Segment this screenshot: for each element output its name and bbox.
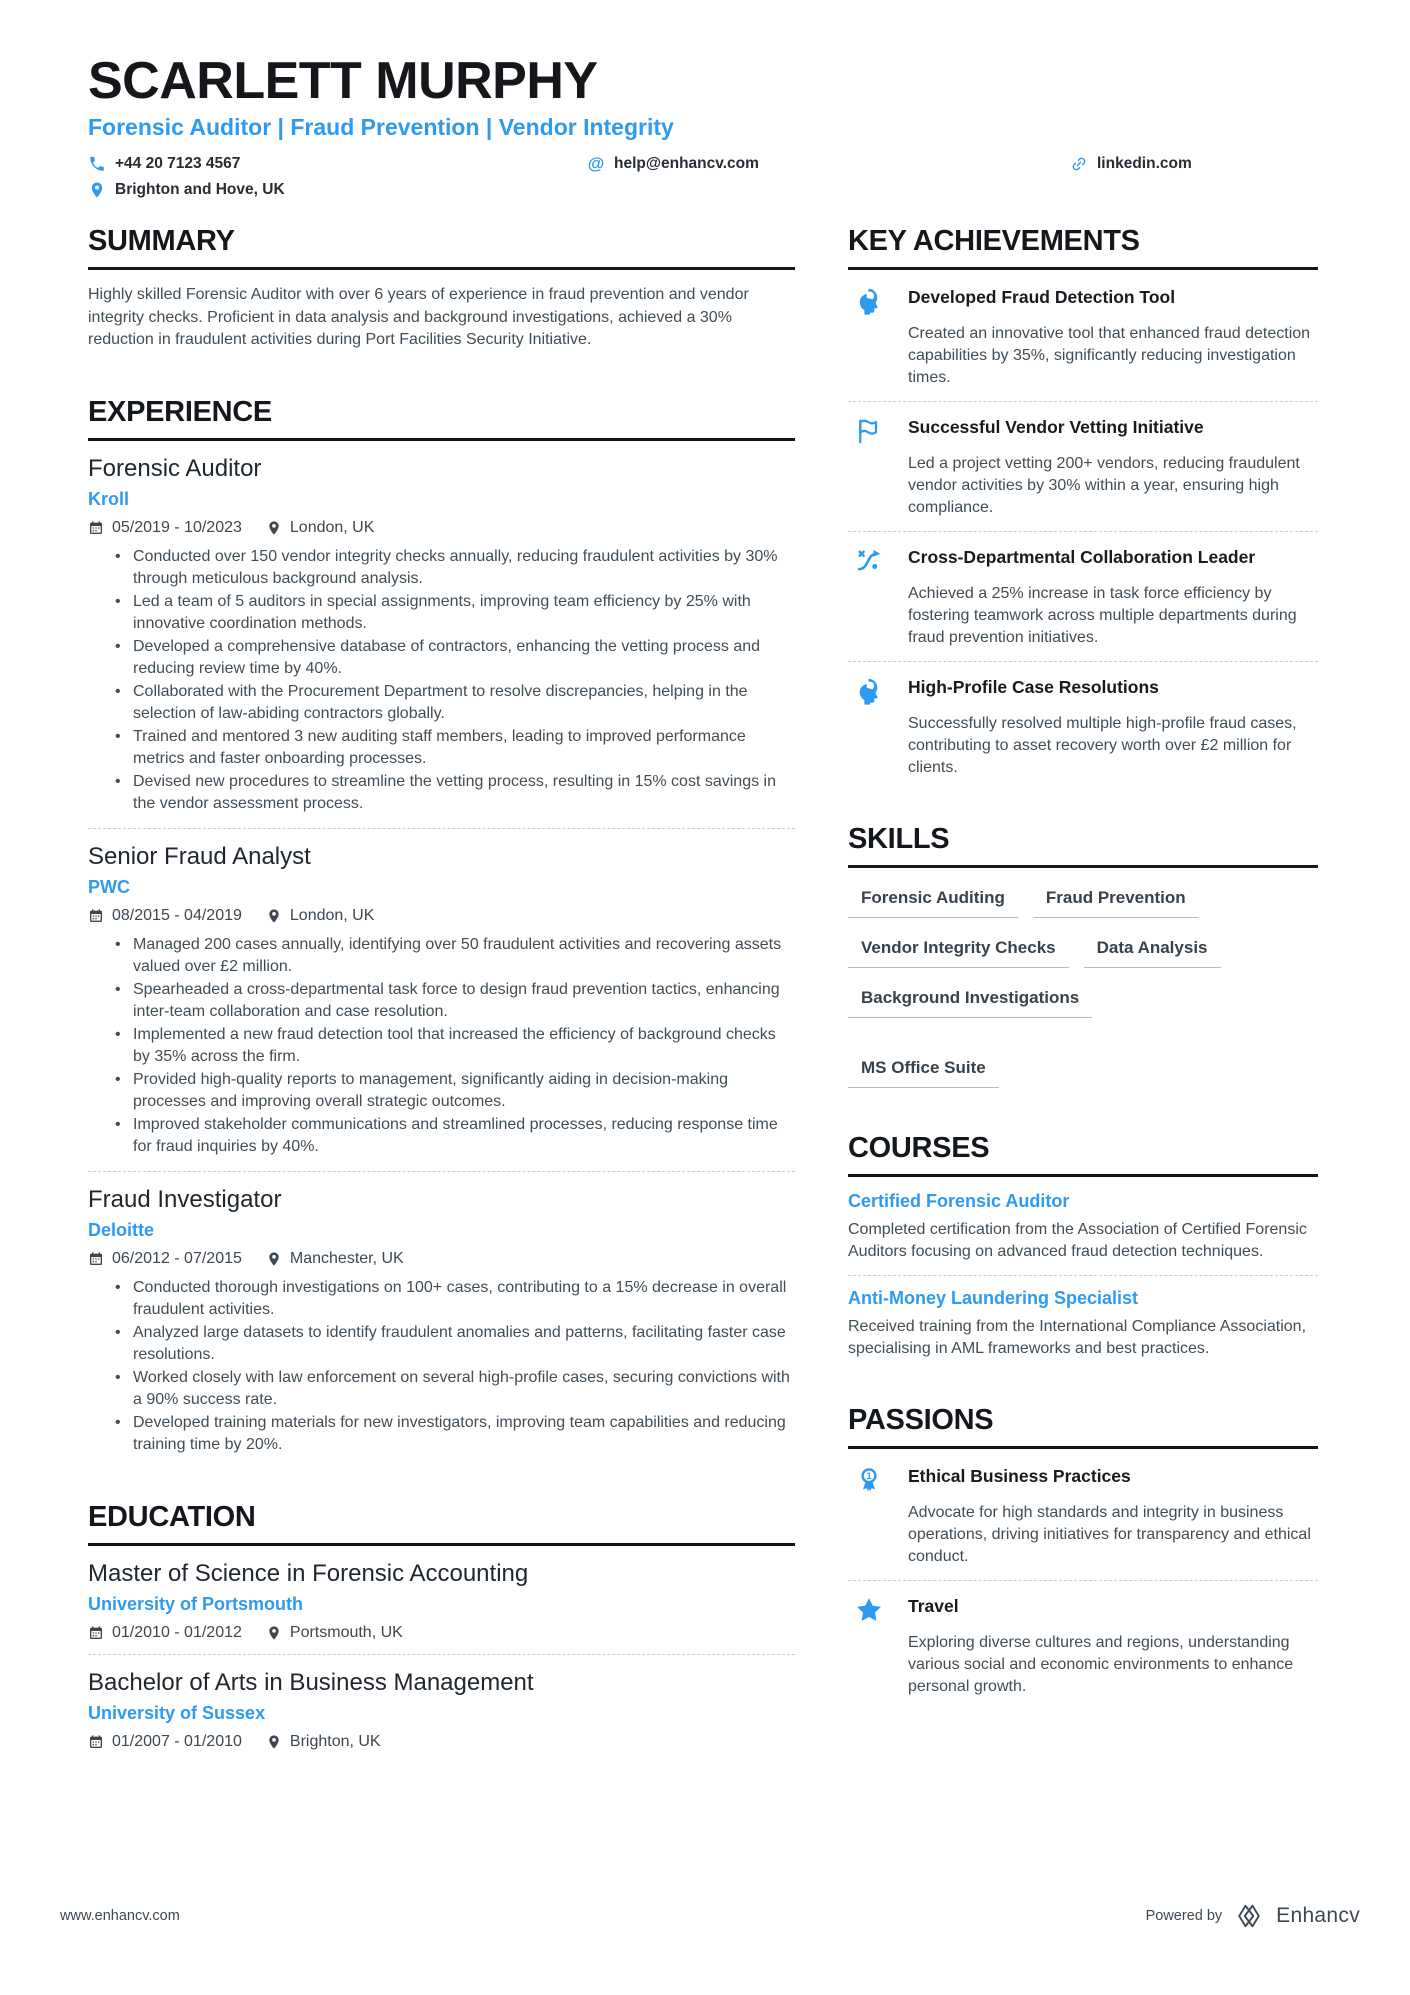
degree-location <box>266 1624 403 1642</box>
entry-divider <box>848 1275 1318 1276</box>
job-dates-text: 05/2019 - 10/2023 <box>112 518 242 536</box>
course-text: Completed certification from the Association of Certified Forensic Auditors focusing on advanced fraud detection techniques. <box>848 1221 1307 1261</box>
candidate-name: SCARLETT MURPHY <box>88 52 598 110</box>
skills-section <box>848 823 1318 1088</box>
skill-item: Background Investigations <box>848 988 1092 1018</box>
degree-dates-text: 01/2010 - 01/2012 <box>112 1623 242 1641</box>
skill-item: Fraud Prevention <box>1033 888 1199 918</box>
contact-location <box>88 181 587 199</box>
passion-item <box>848 1463 1318 1568</box>
passion-text: Advocate for high standards and integrity in business operations, driving initiatives for transparency and ethical conduct. <box>908 1504 1311 1566</box>
degree-location <box>266 1733 381 1751</box>
passion-text: Exploring diverse cultures and regions, understanding various social and economic environments to enhance personal growth. <box>908 1634 1294 1696</box>
job-dates-text: 08/2015 - 04/2019 <box>112 906 242 924</box>
job-dates <box>88 519 242 537</box>
achievement-text: Created an innovative tool that enhanced fraud detection capabilities by 35%, significantly reducing investigation times. <box>908 325 1311 387</box>
school-name: University of Sussex <box>88 1702 266 1723</box>
bullet-item: • Conducted thorough investigations on 100+ cases, contributing to a 15% decrease in overall fraudulent activities. <box>88 1277 795 1322</box>
head-idea-icon <box>854 676 884 706</box>
location-pin-icon <box>266 908 282 924</box>
linkedin-url: linkedin.com <box>1097 155 1192 173</box>
job-dates-text: 06/2012 - 07/2015 <box>112 1249 242 1267</box>
bullet-item: • Led a team of 5 auditors in special assignments, improving team efficiency by 25% with innovative coordination methods. <box>88 591 795 636</box>
achievement-text: Achieved a 25% increase in task force efficiency by fostering teamwork across multiple departments during fraud prevention initiatives. <box>908 585 1297 647</box>
degree-dates <box>88 1624 242 1642</box>
page-footer <box>60 1901 1360 1931</box>
degree-title: Master of Science in Forensic Accounting <box>88 1559 529 1587</box>
education-section <box>88 1501 795 1751</box>
entry-divider <box>848 661 1318 662</box>
email-address: help@enhancv.com <box>614 155 759 173</box>
company-name: Kroll <box>88 488 130 509</box>
experience-heading: EXPERIENCE <box>88 396 795 441</box>
skill-item: Vendor Integrity Checks <box>848 938 1069 968</box>
degree-location-text: Portsmouth, UK <box>289 1623 403 1641</box>
location-pin-icon <box>266 1625 282 1641</box>
course-item <box>848 1191 1318 1263</box>
bullet-item: • Managed 200 cases annually, identifying over 50 fraudulent activities and recovering assets valued over £2 million. <box>88 934 795 979</box>
powered-by-enhancv[interactable] <box>1146 1901 1360 1931</box>
passions-heading: PASSIONS <box>848 1404 1318 1449</box>
course-title: Anti-Money Laundering Specialist <box>848 1288 1139 1309</box>
powered-by-label: Powered by <box>1145 1908 1223 1924</box>
job-location-text: London, UK <box>289 518 375 536</box>
calendar-icon <box>88 1625 104 1641</box>
candidate-title: Forensic Auditor | Fraud Prevention | Vendor Integrity <box>88 114 674 141</box>
entry-divider <box>848 1580 1318 1581</box>
location-text: Brighton and Hove, UK <box>115 181 285 199</box>
bullet-item: • Implemented a new fraud detection tool that increased the efficiency of background checks by 35% across the firm. <box>88 1024 795 1069</box>
job-title: Fraud Investigator <box>88 1185 282 1213</box>
passion-item <box>848 1593 1318 1698</box>
location-pin-icon <box>266 520 282 536</box>
degree-dates-text: 01/2007 - 01/2010 <box>112 1732 242 1750</box>
key-achievements-heading: KEY ACHIEVEMENTS <box>848 225 1318 270</box>
bullet-item: • Collaborated with the Procurement Department to resolve discrepancies, helping in the selection of law-abiding contractors globally. <box>88 681 795 726</box>
location-pin-icon <box>266 1251 282 1267</box>
degree-title: Bachelor of Arts in Business Management <box>88 1668 534 1696</box>
skills-list <box>848 888 1318 1088</box>
job-location <box>266 907 375 925</box>
contact-linkedin[interactable] <box>1070 154 1318 174</box>
medal-icon <box>854 1465 884 1495</box>
bullet-item: • Spearheaded a cross-departmental task force to design fraud prevention tactics, enhancing inter-team collaboration and case resolution. <box>88 979 795 1024</box>
left-column <box>88 225 795 1760</box>
course-title: Certified Forensic Auditor <box>848 1191 1070 1212</box>
education-entry <box>88 1560 795 1642</box>
link-icon <box>1070 155 1088 173</box>
job-dates <box>88 1250 242 1268</box>
phone-number: +44 20 7123 4567 <box>115 155 241 173</box>
resume-columns <box>88 225 1318 1760</box>
skills-heading: SKILLS <box>848 823 1318 868</box>
courses-heading: COURSES <box>848 1132 1318 1177</box>
footer-website-link[interactable]: www.enhancv.com <box>60 1908 180 1924</box>
experience-entry <box>88 1186 795 1457</box>
course-text: Received training from the International Compliance Association, specialising in AML frameworks and best practices. <box>848 1318 1307 1358</box>
entry-divider <box>88 1654 795 1655</box>
entry-divider <box>848 401 1318 402</box>
bullet-item: • Trained and mentored 3 new auditing staff members, leading to improved performance metrics and faster onboarding processes. <box>88 726 795 771</box>
job-bullets <box>88 934 795 1159</box>
courses-section <box>848 1132 1318 1360</box>
skill-item: Forensic Auditing <box>848 888 1018 918</box>
calendar-icon <box>88 520 104 536</box>
summary-text: Highly skilled Forensic Auditor with over 6 years of experience in fraud prevention and vendor integrity checks. Proficient in data analysis and background investigations, achieved a 30% reduction in fraudulent activities during Port Facilities Security Initiative. <box>88 286 749 349</box>
job-meta <box>88 1250 795 1268</box>
bullet-item: • Developed training materials for new investigators, improving team capabilities and reducing training time by 20%. <box>88 1412 795 1457</box>
job-bullets <box>88 546 795 816</box>
contact-email[interactable] <box>587 154 1070 174</box>
calendar-icon <box>88 1251 104 1267</box>
summary-heading: SUMMARY <box>88 225 795 270</box>
company-name: Deloitte <box>88 1219 155 1240</box>
job-meta <box>88 519 795 537</box>
calendar-icon <box>88 908 104 924</box>
achievement-item <box>848 414 1318 519</box>
job-title: Forensic Auditor <box>88 454 262 482</box>
job-location <box>266 519 375 537</box>
achievement-item <box>848 544 1318 649</box>
contact-info <box>88 154 1318 199</box>
job-dates <box>88 907 242 925</box>
degree-location-text: Brighton, UK <box>289 1732 381 1750</box>
degree-meta <box>88 1624 795 1642</box>
experience-section <box>88 396 795 1457</box>
passion-title: Travel <box>908 1596 959 1617</box>
achievement-title: High-Profile Case Resolutions <box>908 677 1159 698</box>
job-bullets <box>88 1277 795 1457</box>
job-location-text: Manchester, UK <box>289 1249 404 1267</box>
course-item <box>848 1288 1318 1360</box>
school-name: University of Portsmouth <box>88 1593 304 1614</box>
bullet-item: • Conducted over 150 vendor integrity checks annually, reducing fraudulent activities by 30% through meticulous background analysis. <box>88 546 795 591</box>
resume-header <box>88 54 1318 199</box>
degree-meta <box>88 1733 795 1751</box>
bullet-item: • Developed a comprehensive database of contractors, enhancing the vetting process and reducing review time by 40%. <box>88 636 795 681</box>
location-pin-icon <box>88 181 106 199</box>
head-idea-icon <box>854 286 884 316</box>
job-title: Senior Fraud Analyst <box>88 842 311 870</box>
bullet-item: • Worked closely with law enforcement on several high-profile cases, securing convictions with a 90% success rate. <box>88 1367 795 1412</box>
job-meta <box>88 907 795 925</box>
contact-phone[interactable] <box>88 154 587 174</box>
skill-item: MS Office Suite <box>848 1058 999 1088</box>
education-entry <box>88 1669 795 1751</box>
bullet-item: • Provided high-quality reports to management, significantly aiding in decision-making processes and improving overall strategic outcomes. <box>88 1069 795 1114</box>
phone-icon <box>88 155 106 173</box>
right-column <box>848 225 1318 1760</box>
entry-divider <box>88 828 795 829</box>
summary-section <box>88 225 795 352</box>
achievement-item <box>848 674 1318 779</box>
achievement-title: Developed Fraud Detection Tool <box>908 287 1176 308</box>
bullet-item: • Improved stakeholder communications and streamlined processes, reducing response time for fraud inquiries by 40%. <box>88 1114 795 1159</box>
location-pin-icon <box>266 1734 282 1750</box>
education-heading: EDUCATION <box>88 1501 795 1546</box>
bullet-item: • Analyzed large datasets to identify fraudulent anomalies and patterns, facilitating faster case resolutions. <box>88 1322 795 1367</box>
enhancv-brand-text: Enhancv <box>1276 1904 1360 1927</box>
email-at-icon: @ <box>587 154 605 174</box>
skill-item: Data Analysis <box>1084 938 1221 968</box>
job-location <box>266 1250 404 1268</box>
passion-title: Ethical Business Practices <box>908 1466 1131 1487</box>
achievement-text: Successfully resolved multiple high-profile fraud cases, contributing to asset recovery worth over £2 million for clients. <box>908 715 1297 777</box>
experience-entry <box>88 455 795 816</box>
entry-divider <box>88 1171 795 1172</box>
enhancv-logo-icon <box>1234 1901 1264 1931</box>
job-location-text: London, UK <box>289 906 375 924</box>
key-achievements-section <box>848 225 1318 779</box>
calendar-icon <box>88 1734 104 1750</box>
achievement-text: Led a project vetting 200+ vendors, reducing fraudulent vendor activities by 30% within a year, ensuring high compliance. <box>908 455 1300 517</box>
achievement-item <box>848 284 1318 389</box>
strategy-arrows-icon <box>854 546 884 576</box>
bullet-item: • Devised new procedures to streamline the vetting process, resulting in 15% cost savings in the vendor assessment process. <box>88 771 795 816</box>
entry-divider <box>848 531 1318 532</box>
flag-icon <box>854 416 884 446</box>
experience-entry <box>88 843 795 1159</box>
achievement-title: Successful Vendor Vetting Initiative <box>908 417 1204 438</box>
achievement-title: Cross-Departmental Collaboration Leader <box>908 547 1256 568</box>
passions-section <box>848 1404 1318 1698</box>
company-name: PWC <box>88 876 130 897</box>
star-icon <box>854 1595 884 1625</box>
degree-dates <box>88 1733 242 1751</box>
